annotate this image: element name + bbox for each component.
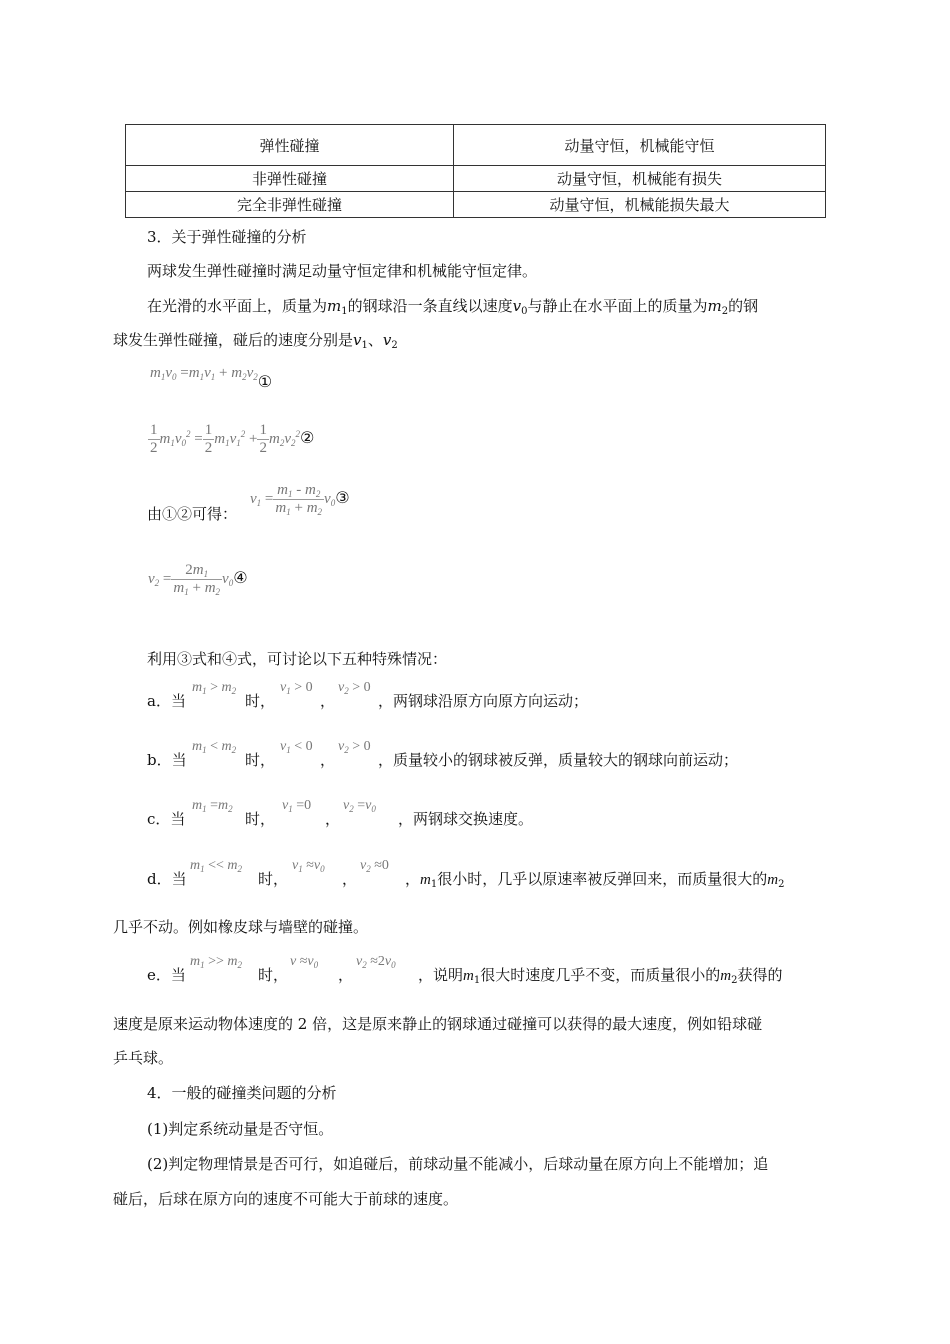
case-d: d．当	[147, 870, 187, 888]
case-text: ，	[320, 692, 336, 710]
case-text: 时，	[245, 751, 276, 769]
case-text: 几乎不动。例如橡皮球与墙壁的碰撞。	[113, 918, 369, 936]
case-c-v2: $v_2 =v_0$	[343, 798, 376, 814]
paragraph: (1)判定系统动量是否守恒。	[147, 1120, 334, 1138]
case-text: ，质量较小的钢球被反弹，质量较大的钢球向前运动；	[378, 751, 739, 769]
case-b-v1: $v_1 < 0$	[280, 739, 313, 755]
case-text: ，说明$m_1$很大时速度几乎不变，而质量很小的$m_2$获得的	[418, 966, 783, 986]
paragraph: 碰后，后球在原方向的速度不可能大于前球的速度。	[113, 1190, 459, 1208]
case-text: 时，	[245, 692, 276, 710]
paragraph: 利用③式和④式，可讨论以下五种特殊情况：	[147, 650, 448, 668]
table-row	[126, 192, 826, 218]
case-a-v1: $v_1 > 0$	[280, 680, 313, 696]
case-text: 速度是原来运动物体速度的 2 倍，这是原来静止的钢球通过碰撞可以获得的最大速度，例如铅球碰	[113, 1015, 763, 1033]
case-text: 时，	[258, 870, 289, 888]
paragraph: 两球发生弹性碰撞时满足动量守恒定律和机械能守恒定律。	[147, 262, 538, 280]
table-row	[126, 166, 826, 192]
collision-types-table	[125, 124, 826, 218]
section-heading-4: 4．一般的碰撞类问题的分析	[147, 1084, 337, 1102]
case-b: b．当	[147, 751, 187, 769]
case-text: ，	[325, 810, 341, 828]
case-c: c．当	[147, 810, 186, 828]
momentum-equation: $m_1v_0 =m_1v_1$ + $m_2v_2①$	[150, 365, 273, 391]
table-cell: 动量守恒，机械能守恒	[454, 125, 826, 166]
table-cell: 弹性碰撞	[126, 125, 454, 166]
case-a-condition: $m_1 > m_2$	[192, 680, 237, 696]
derivation-label: 由①②可得：	[147, 505, 238, 523]
case-e-condition: $m_1 >> m_2$	[190, 954, 243, 970]
case-a: a．当	[147, 692, 186, 710]
case-d-condition: $m_1 << m_2$	[190, 858, 243, 874]
paragraph: 在光滑的水平面上，质量为$m_1$的钢球沿一条直线以速度$v_0$与静止在水平面上的质量为$m_2$的钢	[147, 297, 759, 317]
case-text: ，两钢球交换速度。	[398, 810, 534, 828]
case-c-condition: $m_1 =m_2$	[192, 798, 233, 814]
table-cell: 动量守恒，机械能有损失	[454, 166, 826, 192]
case-text: ，$m_1$很小时，几乎以原速率被反弹回来，而质量很大的$m_2$	[405, 870, 785, 890]
table-cell: 动量守恒，机械能损失最大	[454, 192, 826, 218]
case-text: 时，	[258, 966, 289, 984]
case-b-condition: $m_1 < m_2$	[192, 739, 237, 755]
section-heading-3: 3．关于弹性碰撞的分析	[147, 228, 307, 246]
case-text: ，	[320, 751, 336, 769]
case-text: 乒乓球。	[113, 1049, 174, 1067]
case-text: 时，	[245, 810, 276, 828]
case-d-v1: $v_1 \approx v_0$	[292, 858, 325, 874]
case-e-v2: $v_2 \approx 2v_0$	[356, 954, 396, 970]
case-c-v1: $v_1 =0$	[282, 798, 312, 814]
v2-solution-equation: $v_2$ = $\frac{2m_1}{m_1 + m_2}$ $v_0④$	[148, 562, 248, 597]
v1-solution-equation: $v_1$ = $\frac{m_1 - m_2}{m_1 + m_2}$ $v_0③$	[250, 482, 350, 517]
table-cell: 非弹性碰撞	[126, 166, 454, 192]
case-a-v2: $v_2 > 0$	[338, 680, 371, 696]
case-b-v2: $v_2 > 0$	[338, 739, 371, 755]
table-cell: 完全非弹性碰撞	[126, 192, 454, 218]
case-text: ，两钢球沿原方向原方向运动；	[378, 692, 589, 710]
paragraph: 球发生弹性碰撞，碰后的速度分别是$v_1$、$v_2$	[113, 331, 398, 351]
case-e: e．当	[147, 966, 186, 984]
table-row	[126, 125, 826, 166]
case-e-v1: $v \approx v_0$	[290, 954, 319, 970]
case-text: ，	[342, 870, 358, 888]
case-text: ，	[338, 966, 354, 984]
paragraph: (2)判定物理情景是否可行，如追碰后，前球动量不能减小，后球动量在原方向上不能增加；追	[147, 1155, 769, 1173]
energy-equation: $\frac{1}{2}$ $m_1v_0^2$ = $\frac{1}{2}$ $m_1v_1^2$ + $\frac{1}{2}$ $m_2v_2^2②$	[150, 422, 315, 456]
case-d-v2: $v_2 \approx 0$	[360, 858, 389, 874]
